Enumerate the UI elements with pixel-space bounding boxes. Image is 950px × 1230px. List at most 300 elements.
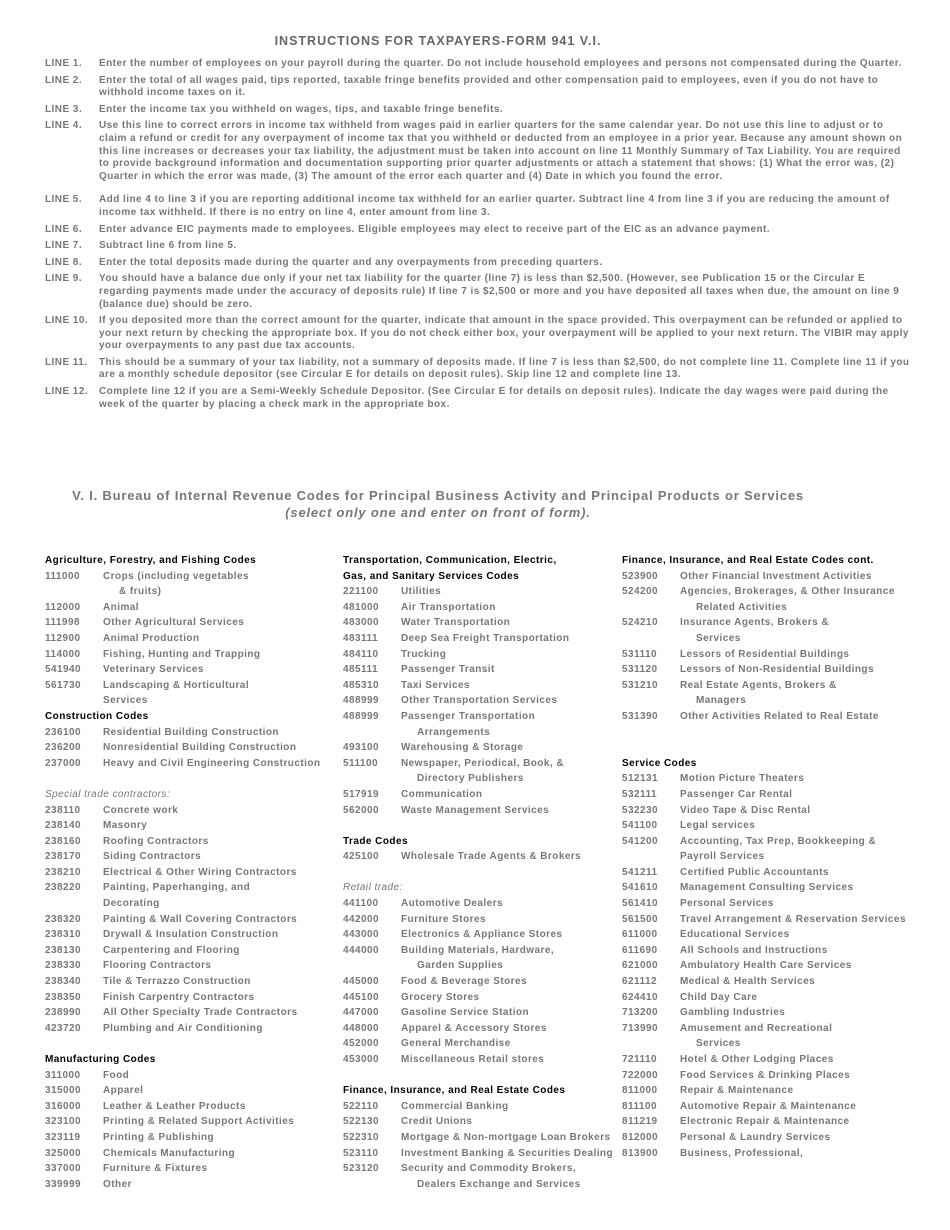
activity-description: Water Transportation <box>401 617 511 629</box>
code-entry <box>45 803 335 819</box>
activity-code: 443000 <box>343 929 380 941</box>
activity-code: 236200 <box>45 742 82 754</box>
code-entry <box>45 615 335 631</box>
code-entry <box>45 1130 335 1146</box>
activity-description: Gasoline Service Station <box>401 1007 530 1019</box>
code-entry <box>622 880 922 896</box>
code-entry <box>622 943 922 959</box>
activity-description: Mortgage & Non-mortgage Loan Brokers <box>401 1131 611 1143</box>
spacer <box>45 771 335 787</box>
activity-code: 238340 <box>45 976 82 988</box>
line-text: Subtract line 6 from line 5. <box>99 240 237 252</box>
code-entry <box>45 1146 335 1162</box>
code-entry <box>622 1130 922 1146</box>
code-entry <box>343 1005 618 1021</box>
activity-description: Animal <box>103 601 140 613</box>
code-entry <box>343 662 618 678</box>
activity-code: 523120 <box>343 1163 380 1175</box>
activity-description: Newspaper, Periodical, Book, & <box>401 757 564 769</box>
activity-code: 112000 <box>45 601 81 613</box>
activity-description: Furniture Stores <box>401 913 486 925</box>
spacer <box>622 740 922 756</box>
activity-code: 713200 <box>622 1007 659 1019</box>
activity-description: Security and Commodity Brokers, <box>401 1163 577 1175</box>
activity-code: 561410 <box>622 898 659 910</box>
activity-description: Utilities <box>401 586 442 598</box>
activity-description: Furniture & Fixtures <box>103 1163 208 1175</box>
code-entry-continuation <box>45 896 335 912</box>
activity-description: Taxi Services <box>401 679 471 691</box>
activity-description: Wholesale Trade Agents & Brokers <box>401 851 582 863</box>
activity-code: 323100 <box>45 1116 82 1128</box>
activity-code: 325000 <box>45 1147 82 1159</box>
activity-code: 238110 <box>45 804 81 816</box>
activity-description: Deep Sea Freight Transportation <box>401 632 570 644</box>
activity-description: General Merchandise <box>401 1038 511 1050</box>
code-entry <box>343 896 618 912</box>
line-text: Enter the income tax you withheld on wages, tips, and taxable fringe benefits. <box>99 103 504 115</box>
activity-description: Arrangements <box>417 726 491 738</box>
activity-description: Dealers Exchange and Services <box>417 1178 581 1190</box>
activity-code: 111998 <box>45 617 80 629</box>
activity-code: 523110 <box>343 1147 379 1159</box>
activity-description: Passenger Transit <box>401 664 495 676</box>
code-entry <box>45 927 335 943</box>
activity-code: 453000 <box>343 1054 380 1065</box>
activity-code: 337000 <box>45 1163 82 1175</box>
code-entry <box>45 818 335 834</box>
instruction-line <box>45 257 911 270</box>
code-entry <box>45 865 335 881</box>
code-entry <box>343 1130 618 1146</box>
activity-code: 315000 <box>45 1085 82 1097</box>
activity-description: Motion Picture Theaters <box>680 773 805 785</box>
activity-description: Concrete work <box>103 804 179 816</box>
activity-description: Miscellaneous Retail stores <box>401 1054 545 1065</box>
activity-description: Printing & Publishing <box>103 1131 215 1143</box>
code-entry <box>622 584 922 600</box>
activity-description: Payroll Services <box>680 851 765 863</box>
code-entry <box>343 974 618 990</box>
activity-description: Carpentering and Flooring <box>103 944 240 956</box>
activity-code: 488999 <box>343 695 380 707</box>
activity-code: 621112 <box>622 976 657 988</box>
activity-description: Food Services & Drinking Places <box>680 1069 851 1081</box>
activity-code: 238320 <box>45 913 82 925</box>
spacer <box>343 865 618 881</box>
activity-description: Landscaping & Horticultural <box>103 679 250 691</box>
activity-description: Painting & Wall Covering Contractors <box>103 913 298 925</box>
section-heading: Agriculture, Forestry, and Fishing Codes <box>45 555 257 566</box>
activity-description: Crops (including vegetables <box>103 570 250 582</box>
line-label: LINE 7. <box>45 240 83 252</box>
instruction-line <box>45 240 911 253</box>
activity-code: 531110 <box>622 648 657 660</box>
activity-description: Lessors of Non-Residential Buildings <box>680 664 874 676</box>
activity-code: 511100 <box>343 757 378 769</box>
activity-code: 621000 <box>622 960 659 972</box>
activity-code: 316000 <box>45 1100 82 1112</box>
code-entry <box>343 803 618 819</box>
activity-code: 221100 <box>343 586 379 598</box>
code-entry-continuation <box>622 631 922 647</box>
code-entry-continuation <box>622 849 922 865</box>
activity-description: Other Transportation Services <box>401 695 558 707</box>
code-entry <box>343 787 618 803</box>
activity-code: 541200 <box>622 835 659 847</box>
instruction-line <box>45 58 911 71</box>
code-entry <box>622 1083 922 1099</box>
code-entry <box>343 1052 618 1068</box>
activity-code: 238170 <box>45 851 82 863</box>
activity-code: 812000 <box>622 1131 659 1143</box>
code-entry <box>622 990 922 1006</box>
activity-code: 238220 <box>45 882 82 894</box>
activity-description: Amusement and Recreational <box>680 1022 833 1034</box>
activity-code: 522310 <box>343 1131 380 1143</box>
code-entry <box>45 912 335 928</box>
activity-description: Personal Services <box>680 898 774 910</box>
activity-code: 484110 <box>343 648 379 660</box>
code-entry <box>343 1146 618 1162</box>
line-text: Enter the number of employees on your payroll during the quarter. Do not include household employees and persons not compensated during the Quarter. <box>99 58 902 69</box>
activity-description: Flooring Contractors <box>103 960 212 972</box>
activity-code: 112900 <box>45 632 81 644</box>
code-entry <box>622 1146 922 1162</box>
line-text: Enter advance EIC payments made to employees. Eligible employees may elect to receive part of the EIC as an advance payment. <box>99 223 771 235</box>
codes-column-3 <box>622 553 922 1161</box>
code-entry <box>622 647 922 663</box>
activity-description: Garden Supplies <box>417 960 504 972</box>
code-entry <box>622 1114 922 1130</box>
instruction-line <box>45 194 911 219</box>
activity-description: Trucking <box>401 648 447 660</box>
activity-code: 811219 <box>622 1116 658 1128</box>
code-entry <box>343 647 618 663</box>
activity-code: 236100 <box>45 726 82 738</box>
code-entry <box>343 1021 618 1037</box>
line-text: Use this line to correct errors in income tax withheld from wages paid in earlier quarters for the same calendar year. Do not use this line to adjust or to claim a refund or credit for any overpayment of income tax that you withheld or deducted from an employee in a prior year. Because any amount shown on this line increases or decreases your tax liability, the adjustment must be taken into account on line 11 Monthly Summary of Tax Liability. You are required to provide background information and documentation supporting prior quarter adjustments or attach a statement that shows: (1) What the error was, (2) Quarter in which the error was made, (3) The amount of the error each quarter and (4) Date in which you found the error. <box>99 120 903 182</box>
activity-code: 561730 <box>45 679 82 691</box>
activity-description: Agencies, Brokerages, & Other Insurance <box>680 586 895 598</box>
code-entry <box>343 1099 618 1115</box>
activity-code: 811100 <box>622 1100 657 1112</box>
line-text: If you deposited more than the correct amount for the quarter, indicate that amount in the space provided. This overpayment can be refunded or applied to your next return by checking the appropriate box. If you do not check either box, your overpayment will be applied to your next return. The VIBIR may apply your overpayments to any past due tax accounts. <box>99 315 909 352</box>
line-label: LINE 3. <box>45 103 83 115</box>
code-entry <box>343 912 618 928</box>
activity-code: 483111 <box>343 632 378 644</box>
code-entry <box>622 678 922 694</box>
instruction-line <box>45 224 911 237</box>
spacer <box>343 1068 618 1084</box>
activity-code: 423720 <box>45 1022 82 1034</box>
activity-code: 813900 <box>622 1147 659 1159</box>
code-entry-continuation <box>622 693 922 709</box>
activity-code: 111000 <box>45 570 80 582</box>
activity-code: 237000 <box>45 757 82 769</box>
activity-description: Painting, Paperhanging, and <box>103 882 251 894</box>
code-entry <box>45 990 335 1006</box>
code-entry <box>622 896 922 912</box>
code-entry <box>622 865 922 881</box>
code-entry <box>622 974 922 990</box>
code-entry <box>343 693 618 709</box>
activity-description: Printing & Related Support Activities <box>103 1116 295 1128</box>
instruction-line <box>45 75 911 100</box>
code-entry <box>343 600 618 616</box>
activity-code: 713990 <box>622 1022 659 1034</box>
activity-code: 541100 <box>622 820 658 832</box>
activity-description: Business, Professional, <box>680 1147 804 1159</box>
activity-code: 611000 <box>622 929 658 941</box>
activity-code: 523900 <box>622 570 659 582</box>
activity-description: Medical & Health Services <box>680 976 816 988</box>
line-label: LINE 1. <box>45 58 83 69</box>
activity-description: Repair & Maintenance <box>680 1085 794 1097</box>
activity-description: Investment Banking & Securities Dealing <box>401 1147 614 1159</box>
section-heading: Finance, Insurance, and Real Estate Codes <box>343 1085 566 1097</box>
section-heading: Manufacturing Codes <box>45 1054 156 1065</box>
activity-code: 444000 <box>343 944 380 956</box>
code-entry <box>45 1068 335 1084</box>
code-entry <box>622 1021 922 1037</box>
line-label: LINE 9. <box>45 273 83 285</box>
activity-code: 238330 <box>45 960 82 972</box>
activity-description: Travel Arrangement & Reservation Services <box>680 913 906 925</box>
code-entry <box>45 725 335 741</box>
activity-description: Passenger Car Rental <box>680 788 793 800</box>
activity-code: 452000 <box>343 1038 380 1050</box>
activity-description: Animal Production <box>103 632 200 644</box>
code-entry <box>622 818 922 834</box>
activity-description: Hotel & Other Lodging Places <box>680 1054 834 1065</box>
activity-description: Management Consulting Services <box>680 882 854 894</box>
code-entry <box>343 927 618 943</box>
section-heading: Finance, Insurance, and Real Estate Codes cont. <box>622 555 874 566</box>
activity-code: 311000 <box>45 1069 81 1081</box>
instruction-line <box>45 120 911 183</box>
code-entry <box>45 1099 335 1115</box>
activity-description: Services <box>696 1038 741 1050</box>
line-label: LINE 2. <box>45 74 83 86</box>
activity-description: Other Activities Related to Real Estate <box>680 710 879 722</box>
activity-code: 447000 <box>343 1007 380 1019</box>
activity-code: 445000 <box>343 976 380 988</box>
activity-code: 611690 <box>622 944 658 956</box>
activity-description: Directory Publishers <box>417 773 524 785</box>
section-heading: Transportation, Communication, Electric, <box>343 555 557 566</box>
code-entry <box>45 569 335 585</box>
code-entry <box>622 771 922 787</box>
code-entry <box>343 631 618 647</box>
activity-description: All Schools and Instructions <box>680 944 828 956</box>
code-entry <box>343 1114 618 1130</box>
code-entry <box>343 943 618 959</box>
activity-description: Services <box>696 632 741 644</box>
code-entry <box>45 834 335 850</box>
activity-code: 238310 <box>45 929 82 941</box>
code-entry <box>622 1099 922 1115</box>
code-entry <box>622 803 922 819</box>
activity-description: Siding Contractors <box>103 851 202 863</box>
activity-description: Communication <box>401 788 483 800</box>
instruction-line <box>45 315 911 353</box>
line-text: Add line 4 to line 3 if you are reporting additional income tax withheld for an earlier quarter. Subtract line 4 from line 3 if you are reducing the amount of income tax withheld. If there is no entry on line 4, enter amount from line 3. <box>99 194 890 218</box>
activity-code: 522130 <box>343 1116 380 1128</box>
activity-description: Lessors of Residential Buildings <box>680 648 850 660</box>
code-entry <box>622 834 922 850</box>
line-text: Enter the total deposits made during the quarter and any overpayments from preceding quarters. <box>99 256 603 268</box>
activity-description: Commercial Banking <box>401 1100 509 1112</box>
activity-code: 811000 <box>622 1085 658 1097</box>
subsection-heading: Retail trade: <box>343 882 403 894</box>
code-entry-continuation <box>343 1177 618 1193</box>
code-entry <box>343 709 618 725</box>
code-entry <box>343 1036 618 1052</box>
line-label: LINE 4. <box>45 120 83 132</box>
activity-code: 493100 <box>343 742 380 754</box>
activity-description: Services <box>103 695 148 707</box>
activity-code: 512131 <box>622 773 659 785</box>
code-entry <box>343 740 618 756</box>
activity-description: Insurance Agents, Brokers & <box>680 617 830 629</box>
activity-code: 531120 <box>622 664 658 676</box>
code-entry <box>45 1114 335 1130</box>
activity-description: Automotive Repair & Maintenance <box>680 1100 857 1112</box>
code-entry <box>45 631 335 647</box>
page-title: INSTRUCTIONS FOR TAXPAYERS-FORM 941 V.I. <box>274 34 602 48</box>
activity-code: 238210 <box>45 866 82 878</box>
code-entry <box>45 678 335 694</box>
activity-code: 481000 <box>343 601 380 613</box>
activity-description: Ambulatory Health Care Services <box>680 960 852 972</box>
spacer <box>622 725 922 741</box>
spacer <box>343 818 618 834</box>
code-entry <box>622 1068 922 1084</box>
activity-code: 722000 <box>622 1069 659 1081</box>
codes-subtitle: (select only one and enter on front of form). <box>285 505 591 520</box>
code-entry-continuation <box>343 771 618 787</box>
line-label: LINE 10. <box>45 315 89 327</box>
activity-description: Veterinary Services <box>103 664 204 676</box>
code-entry <box>343 756 618 772</box>
activity-code: 238160 <box>45 835 82 847</box>
activity-description: Food <box>103 1069 130 1081</box>
code-entry <box>622 569 922 585</box>
activity-description: Roofing Contractors <box>103 835 209 847</box>
activity-description: Managers <box>696 695 747 707</box>
code-entry <box>622 1052 922 1068</box>
activity-description: Decorating <box>103 898 160 910</box>
activity-description: Masonry <box>103 820 148 832</box>
activity-code: 624410 <box>622 991 659 1003</box>
activity-description: Heavy and Civil Engineering Construction <box>103 757 321 769</box>
activity-description: Electrical & Other Wiring Contractors <box>103 866 297 878</box>
line-text: Complete line 12 if you are a Semi-Weekly Schedule Depositor. (See Circular E for details on deposit rules). Indicate the day wages were paid during the week of the quarter by placing a check mark in the appropriate box. <box>99 386 889 410</box>
activity-description: Other Agricultural Services <box>103 617 245 629</box>
activity-description: Fishing, Hunting and Trapping <box>103 648 261 660</box>
code-entry <box>343 849 618 865</box>
activity-description: Finish Carpentry Contractors <box>103 991 255 1003</box>
code-entry <box>45 1021 335 1037</box>
code-entry <box>622 787 922 803</box>
code-entry <box>622 615 922 631</box>
activity-description: Credit Unions <box>401 1116 473 1128</box>
section-heading: Trade Codes <box>343 835 408 847</box>
activity-description: Food & Beverage Stores <box>401 976 528 988</box>
activity-code: 445100 <box>343 991 380 1003</box>
activity-code: 531390 <box>622 710 659 722</box>
code-entry <box>343 1161 618 1177</box>
code-entry <box>45 958 335 974</box>
activity-code: 483000 <box>343 617 380 629</box>
activity-code: 524210 <box>622 617 659 629</box>
activity-code: 238130 <box>45 944 82 956</box>
code-entry <box>45 740 335 756</box>
code-entry <box>622 958 922 974</box>
activity-description: All Other Specialty Trade Contractors <box>103 1007 298 1019</box>
activity-description: Air Transportation <box>401 601 496 613</box>
code-entry <box>45 880 335 896</box>
activity-description: Electronic Repair & Maintenance <box>680 1116 850 1128</box>
activity-description: Educational Services <box>680 929 790 941</box>
code-entry <box>343 584 618 600</box>
code-entry-continuation <box>45 693 335 709</box>
code-entry <box>622 912 922 928</box>
activity-description: Automotive Dealers <box>401 898 504 910</box>
activity-code: 323119 <box>45 1131 81 1143</box>
activity-description: Apparel & Accessory Stores <box>401 1022 547 1034</box>
line-label: LINE 12. <box>45 386 89 398</box>
activity-description: Apparel <box>103 1085 144 1097</box>
activity-code: 114000 <box>45 648 81 660</box>
code-entry <box>343 615 618 631</box>
code-entry-continuation <box>45 584 335 600</box>
activity-description: Warehousing & Storage <box>401 742 524 754</box>
activity-code: 524200 <box>622 586 659 598</box>
activity-description: Electronics & Appliance Stores <box>401 929 563 941</box>
activity-description: Accounting, Tax Prep, Bookkeeping & <box>680 835 877 847</box>
code-entry <box>343 990 618 1006</box>
activity-description: Residential Building Construction <box>103 726 279 738</box>
codes-column-1 <box>45 553 335 1192</box>
section-heading: Service Codes <box>622 757 697 769</box>
activity-code: 721110 <box>622 1054 657 1065</box>
activity-code: 238140 <box>45 820 82 832</box>
activity-description: & fruits) <box>119 586 162 598</box>
code-entry <box>343 678 618 694</box>
code-entry <box>622 709 922 725</box>
instruction-line <box>45 386 911 411</box>
activity-description: Video Tape & Disc Rental <box>680 804 811 816</box>
activity-description: Child Day Care <box>680 991 758 1003</box>
activity-code: 441100 <box>343 898 379 910</box>
line-text: This should be a summary of your tax liability, not a summary of deposits made. If line 7 is less than $2,500, do not complete line 11. Complete line 11 if you are a monthly schedule depositor (see Circular E for details on deposit rules). Skip line 12 and complete line 13. <box>99 356 910 381</box>
code-entry <box>45 849 335 865</box>
activity-description: Certified Public Accountants <box>680 866 829 878</box>
activity-description: Grocery Stores <box>401 991 480 1003</box>
activity-description: Waste Management Services <box>401 804 550 816</box>
code-entry <box>45 756 335 772</box>
instruction-line <box>45 357 911 382</box>
activity-code: 238990 <box>45 1007 82 1019</box>
activity-code: 485310 <box>343 679 380 691</box>
activity-code: 442000 <box>343 913 380 925</box>
activity-code: 541211 <box>622 866 658 878</box>
activity-description: Other <box>103 1178 132 1190</box>
line-label: LINE 5. <box>45 194 83 206</box>
activity-code: 488999 <box>343 710 380 722</box>
